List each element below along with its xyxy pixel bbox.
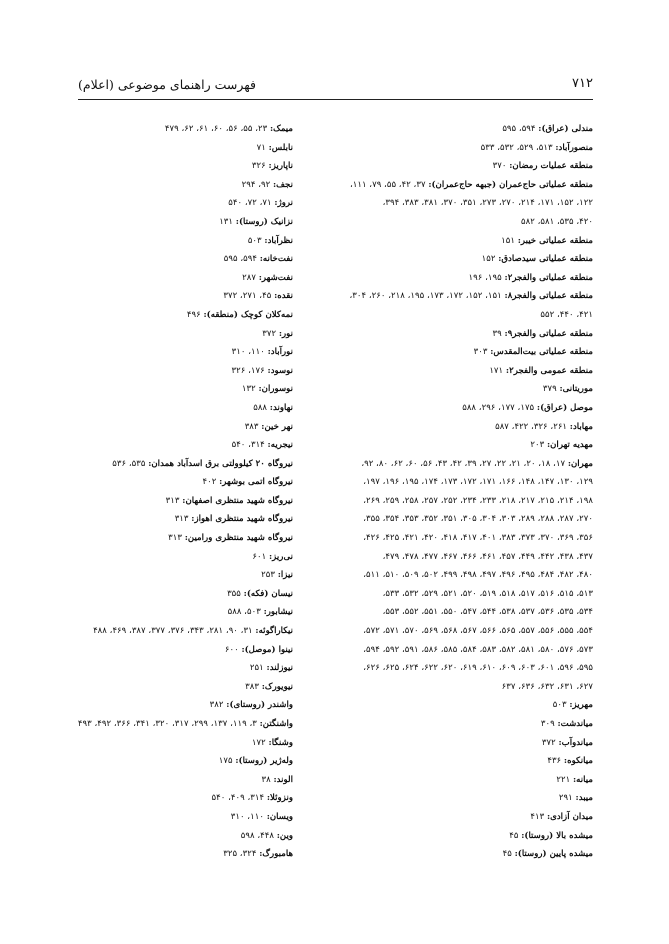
entry-headword: نقده: bbox=[274, 291, 293, 302]
entry-pages: ۴۵، ۲۷۱، ۳۷۲ bbox=[223, 291, 275, 302]
entry-headword: نیشابور: bbox=[263, 607, 293, 618]
entry-pages: ۴۵ bbox=[502, 849, 515, 860]
index-entry bbox=[8, 585, 293, 604]
entry-pages: ۳۵۵ bbox=[227, 588, 244, 599]
entry-pages: ۵۰۳ bbox=[247, 235, 265, 246]
index-entry bbox=[313, 362, 593, 381]
index-entry bbox=[313, 418, 593, 437]
entry-pages: ۵۹۴، ۵۹۵ bbox=[223, 254, 260, 265]
entry-pages: ۳۱۳ bbox=[165, 495, 183, 506]
entry-headword: مندلی (عراق): bbox=[538, 124, 593, 134]
entry-headword: مهدیه تهران: bbox=[546, 440, 593, 451]
page-number: ۷۱۲ bbox=[572, 76, 593, 91]
index-entry bbox=[313, 399, 593, 418]
index-entry bbox=[8, 734, 293, 753]
index-entry bbox=[8, 306, 293, 325]
index-entry bbox=[8, 808, 293, 827]
entry-pages: ۵۰۳، ۵۸۸ bbox=[227, 607, 264, 618]
entry-headword: ویسان: bbox=[266, 811, 293, 822]
index-entry bbox=[8, 827, 293, 846]
running-title: فهرست راهنمای موضوعی (اعلام) bbox=[78, 77, 256, 92]
index-entry bbox=[8, 343, 293, 362]
index-entry bbox=[8, 566, 293, 585]
entry-headword: منطقه عمومی والفجر۲: bbox=[505, 365, 593, 376]
index-entry bbox=[313, 436, 593, 455]
index-entry bbox=[8, 473, 293, 492]
entry-pages: ۵۹۴، ۵۹۵ bbox=[502, 124, 539, 134]
index-entry bbox=[8, 455, 293, 474]
index-entry bbox=[313, 176, 593, 232]
entry-pages: ۵۳۵، ۵۳۶ bbox=[112, 458, 149, 469]
entry-headword: میانکوه: bbox=[563, 756, 593, 767]
entry-headword: منصورآباد: bbox=[555, 142, 593, 153]
entry-pages: ۶۰۱ bbox=[252, 551, 269, 562]
index-entry bbox=[313, 157, 593, 176]
index-entry bbox=[8, 696, 293, 715]
entry-headword: نیکاراگوئه: bbox=[255, 626, 293, 637]
entry-pages: ۱۳۲ bbox=[241, 384, 259, 395]
entry-pages: ۲۳، ۵۵، ۵۶، ۶۰، ۶۱، ۶۲، ۴۷۹ bbox=[164, 124, 270, 134]
index-entry bbox=[8, 380, 293, 399]
index-entry bbox=[313, 232, 593, 251]
entry-pages: ۳۰۳ bbox=[473, 347, 491, 358]
entry-headword: واشندر (روستای): bbox=[226, 700, 293, 711]
index-entry bbox=[8, 715, 293, 734]
entry-pages: ۱۵۱، ۱۵۲، ۱۷۲، ۱۷۳، ۱۹۵، ۲۱۸، ۲۶۰، ۳۰۴، ۴۲۱، ۴۴۰، ۵۵۲ bbox=[349, 291, 593, 320]
index-entry bbox=[8, 771, 293, 790]
index-entry bbox=[313, 380, 593, 399]
entry-headword: نروژ: bbox=[274, 198, 293, 209]
page-header bbox=[78, 75, 593, 100]
entry-headword: نابلس: bbox=[268, 142, 293, 153]
entry-pages: ۳۱۴، ۵۴۰ bbox=[231, 440, 268, 451]
entry-pages: ۹۲، ۲۹۴ bbox=[241, 179, 273, 190]
entry-pages: ۴۵ bbox=[509, 830, 522, 841]
entry-pages: ۲۹۱ bbox=[558, 793, 576, 804]
entry-headword: نمه‌کلان کوچک (منطقه): bbox=[203, 309, 293, 320]
entry-pages: ۳۰۹ bbox=[540, 719, 558, 729]
index-entry bbox=[8, 678, 293, 697]
index-entry bbox=[8, 194, 293, 213]
entry-headword: نیروگاه شهید منتظری اصفهان: bbox=[182, 495, 293, 506]
index-column-left bbox=[8, 120, 293, 864]
index-entry bbox=[313, 827, 593, 846]
index-entry bbox=[313, 696, 593, 715]
index-entry bbox=[313, 845, 593, 864]
index-entry bbox=[8, 641, 293, 660]
entry-headword: ناپاریز: bbox=[268, 161, 293, 172]
index-entry bbox=[313, 455, 593, 697]
entry-headword: مهاباد: bbox=[569, 421, 593, 432]
entry-pages: ۴۳۶ bbox=[547, 756, 564, 767]
entry-headword: نیسان (فکه): bbox=[243, 588, 293, 599]
entry-headword: نیروگاه شهید منتظری ورامین: bbox=[184, 533, 293, 544]
entry-pages: ۲۲۱ bbox=[556, 774, 573, 785]
entry-pages: ۴۴۸، ۵۹۸ bbox=[240, 830, 277, 841]
index-entry bbox=[8, 548, 293, 567]
entry-headword: منطقه عملیات رمضان: bbox=[509, 161, 593, 172]
index-entry bbox=[8, 752, 293, 771]
index-entry bbox=[8, 436, 293, 455]
entry-pages: ۱۷۵ bbox=[218, 756, 236, 767]
entry-pages: ۷۱ bbox=[256, 142, 269, 153]
entry-pages: ۳۲۴، ۳۲۵ bbox=[223, 849, 260, 860]
index-entry bbox=[313, 715, 593, 734]
entry-headword: مهران: bbox=[567, 458, 593, 469]
index-entry bbox=[8, 789, 293, 808]
entry-headword: نور: bbox=[278, 328, 293, 339]
entry-pages: ۳، ۱۱۹، ۱۳۷، ۲۹۹، ۳۱۷، ۳۲۰، ۳۴۱، ۳۶۶، ۴۹۲، ۴۹۳ bbox=[77, 719, 260, 729]
entry-pages: ۳۱۳ bbox=[168, 533, 185, 544]
entry-pages: ۵۱۳، ۵۲۹، ۵۳۲، ۵۳۳ bbox=[480, 142, 556, 153]
entry-pages: ۷۱، ۷۲، ۵۴۰ bbox=[228, 198, 275, 209]
entry-headword: نزانیک (روستا): bbox=[235, 216, 293, 227]
index-entry bbox=[8, 232, 293, 251]
index-entry bbox=[8, 213, 293, 232]
entry-headword: میانه: bbox=[573, 774, 593, 785]
entry-headword: وین: bbox=[276, 830, 293, 841]
entry-headword: نیجریه: bbox=[267, 440, 293, 451]
index-entry bbox=[313, 734, 593, 753]
entry-pages: ۳۱۳ bbox=[174, 514, 192, 525]
index-entry bbox=[313, 287, 593, 324]
entry-headword: وشنگا: bbox=[268, 737, 293, 748]
index-entry bbox=[8, 418, 293, 437]
entry-pages: ۱۷۶، ۳۲۶ bbox=[231, 365, 268, 376]
entry-headword: نی‌ریز: bbox=[268, 551, 293, 562]
entry-headword: منطقه عملیاتی حاج‌عمران (جبهه حاج‌عمران): bbox=[428, 179, 593, 190]
entry-pages: ۴۹۶ bbox=[186, 309, 204, 320]
entry-pages: ۲۵۳ bbox=[261, 570, 278, 581]
index-entry bbox=[8, 176, 293, 195]
entry-pages: ۱۱۰، ۳۱۰ bbox=[231, 347, 268, 358]
entry-pages: ۲۶۱، ۳۲۶، ۴۲۲، ۵۸۷ bbox=[495, 421, 570, 432]
index-entry bbox=[8, 399, 293, 418]
index-entry bbox=[8, 120, 293, 139]
entry-pages: ۱۷۲ bbox=[251, 737, 269, 748]
entry-pages: ۳۷، ۴۲، ۵۵، ۷۹، ۱۱۱، ۱۲۲، ۱۵۲، ۱۷۱، ۲۱۴، ۲۷۰، ۲۷۳، ۳۵۱، ۳۷۰، ۳۸۱، ۳۸۳، ۳۹۴، ۴۲۰، ۵۳۵، ۵۸۱، ۵۸۲ bbox=[349, 179, 593, 227]
entry-headword: منطقه عملیاتی والفجر۸: bbox=[504, 291, 593, 302]
entry-headword: نوسود: bbox=[267, 365, 293, 376]
entry-pages: ۵۸۸ bbox=[253, 402, 270, 413]
index-entry bbox=[313, 789, 593, 808]
index-entry bbox=[8, 622, 293, 641]
entry-pages: ۳۹ bbox=[492, 328, 505, 339]
index-entry bbox=[313, 269, 593, 288]
entry-headword: میشده پایین (روستا): bbox=[514, 849, 593, 860]
entry-headword: وله‌ژیر (روستا): bbox=[235, 756, 293, 767]
index-entry bbox=[8, 250, 293, 269]
entry-pages: ۳۸۳ bbox=[244, 421, 262, 432]
entry-pages: ۳۸ bbox=[261, 774, 274, 785]
entry-headword: منطقه عملیاتی والفجر۲: bbox=[504, 272, 593, 283]
entry-headword: نیویورک: bbox=[261, 681, 293, 692]
entry-headword: نیوزلند: bbox=[266, 663, 293, 674]
entry-pages: ۳۲۶ bbox=[251, 161, 269, 172]
index-entry bbox=[313, 771, 593, 790]
index-entry bbox=[313, 250, 593, 269]
entry-pages: ۱۳۱ bbox=[219, 216, 236, 227]
entry-pages: ۳۸۳ bbox=[245, 681, 262, 692]
entry-headword: نورآباد: bbox=[267, 347, 293, 358]
index-entry bbox=[8, 362, 293, 381]
index-entry bbox=[313, 752, 593, 771]
entry-headword: موصل (عراق): bbox=[536, 402, 593, 413]
entry-headword: نهر خین: bbox=[261, 421, 293, 432]
index-entry bbox=[313, 139, 593, 158]
entry-headword: منطقه عملیاتی والفجر۹: bbox=[504, 328, 593, 339]
entry-headword: الوند: bbox=[273, 774, 293, 785]
entry-headword: نهاوند: bbox=[269, 402, 293, 413]
index-entry bbox=[8, 269, 293, 288]
index-entry bbox=[8, 287, 293, 306]
entry-headword: میشده بالا (روستا): bbox=[521, 830, 593, 841]
entry-headword: نظرآباد: bbox=[264, 235, 293, 246]
entry-headword: نیزا: bbox=[277, 570, 293, 581]
index-entry bbox=[8, 157, 293, 176]
index-entry bbox=[313, 120, 593, 139]
entry-pages: ۲۰۳ bbox=[530, 440, 547, 451]
entry-pages: ۱۱۰، ۳۱۰ bbox=[230, 811, 267, 822]
entry-headword: میاندشت: bbox=[557, 719, 593, 729]
index-entry bbox=[313, 343, 593, 362]
entry-headword: منطقه عملیاتی سیدصادق: bbox=[498, 254, 593, 265]
entry-headword: نجف: bbox=[272, 179, 293, 190]
entry-headword: نیروگاه اتمی بوشهر: bbox=[219, 477, 293, 488]
entry-pages: ۶۰۰ bbox=[224, 644, 242, 655]
index-entry bbox=[8, 845, 293, 864]
index-entry bbox=[8, 325, 293, 344]
entry-headword: منطقه عملیاتی بیت‌المقدس: bbox=[490, 347, 593, 358]
index-entry bbox=[8, 603, 293, 622]
entry-pages: ۱۵۲ bbox=[481, 254, 499, 265]
entry-pages: ۴۱۳ bbox=[530, 811, 547, 822]
entry-pages: ۳۱۴، ۴۰۹، ۵۴۰ bbox=[211, 793, 267, 804]
index-entry bbox=[8, 492, 293, 511]
index-entry bbox=[8, 529, 293, 548]
entry-pages: ۱۵۱ bbox=[501, 235, 518, 246]
entry-pages: ۳۷۲ bbox=[541, 737, 559, 748]
entry-pages: ۱۷۵، ۱۷۷، ۲۹۶، ۵۸۸ bbox=[462, 402, 537, 413]
entry-headword: موریتانی: bbox=[559, 384, 593, 395]
entry-headword: نیروگاه ۲۰ کیلوولتی برق اسدآباد همدان: bbox=[148, 458, 293, 469]
entry-headword: ونزوئلا: bbox=[266, 793, 293, 804]
entry-pages: ۳۱، ۹۰، ۲۸۱، ۳۴۳، ۳۷۶، ۳۷۷، ۳۸۷، ۴۶۹، ۴۸۸ bbox=[93, 626, 256, 637]
entry-headword: هامبورگ: bbox=[259, 849, 293, 860]
entry-pages: ۱۷، ۱۸، ۲۰، ۲۱، ۲۲، ۲۷، ۳۹، ۴۲، ۴۳، ۵۶، ۶۰، ۶۲، ۸۰، ۹۲، ۱۲۹، ۱۳۰، ۱۴۷، ۱۴۸، ۱۶۶، ۱۷۱، ۱۷۲، ۱۷۳، ۱۷۴، ۱۹۵، ۱۹۶، ۱۹۷، ۱۹۸، ۲۱۴، ۲۱۵، ۲۱۷، ۲۱۸، ۲۳۳، ۲۳۴، ۲۵۲، ۲۵۷، ۲۵۸، ۲۵۹، ۲۶۹، ۲۷۰، ۲۸۷، ۲۸۸، ۲۸۹، ۳۰۳، ۳۰۴، ۳۰۵، ۳۵۱، ۳۵۲، ۳۵۳، ۳۵۴، ۳۵۵، ۳۵۶، ۳۶۹، ۳۷۰، ۳۷۳، ۳۸۳، ۴۰۱، ۴۱۷، ۴۱۸، ۴۲۰، ۴۲۱، ۴۲۵، ۴۲۶، ۴۳۷، ۴۳۸، ۴۴۲، ۴۴۹، ۴۵۷، ۴۶۱، ۴۶۶، ۴۶۷، ۴۷۷، ۴۷۸، ۴۷۹، ۴۸۰، ۴۸۲، ۴۸۴، ۴۹۵، ۴۹۶، ۴۹۷، ۴۹۸، ۴۹۹، ۵۰۲، ۵۰۹، ۵۱۰، ۵۱۱، ۵۱۳، ۵۱۵، ۵۱۶، ۵۱۷، ۵۱۸، ۵۱۹، ۵۲۰، ۵۲۱، ۵۲۹، ۵۳۲، ۵۳۳، ۵۳۴، ۵۳۵، ۵۳۶، ۵۳۷، ۵۳۸، ۵۴۴، ۵۴۷، ۵۵۰، ۵۵۱، ۵۵۲، ۵۵۳، ۵۵۴، ۵۵۵، ۵۵۶، ۵۵۷، ۵۶۵، ۵۶۶، ۵۶۷، ۵۶۸، ۵۶۹، ۵۷۰، ۵۷۱، ۵۷۲، ۵۷۳، ۵۷۶، ۵۸۰، ۵۸۱، ۵۸۲، ۵۸۳، ۵۸۴، ۵۸۵، ۵۸۶، ۵۹۱، ۵۹۲، ۵۹۴، ۵۹۵، ۵۹۶، ۶۰۱، ۶۰۳، ۶۰۹، ۶۱۰، ۶۱۹، ۶۲۰، ۶۲۲، ۶۲۴، ۶۲۵، ۶۲۶، ۶۲۷، ۶۳۱، ۶۳۲، ۶۳۶، ۶۳۷ bbox=[361, 458, 593, 692]
entry-headword: میدان آزادی: bbox=[546, 811, 593, 822]
index-entry bbox=[8, 510, 293, 529]
index-entry bbox=[8, 139, 293, 158]
entry-pages: ۴۰۲ bbox=[202, 477, 220, 488]
entry-pages: ۳۷۲ bbox=[262, 328, 279, 339]
entry-pages: ۳۷۹ bbox=[542, 384, 560, 395]
entry-headword: میمک: bbox=[269, 124, 293, 134]
entry-pages: ۲۸۷ bbox=[242, 272, 259, 283]
entry-headword: نفت‌خانه: bbox=[259, 254, 293, 265]
entry-pages: ۳۷۰ bbox=[492, 161, 510, 172]
entry-headword: نوسوران: bbox=[258, 384, 293, 395]
index-entry bbox=[313, 808, 593, 827]
entry-headword: میبد: bbox=[575, 793, 593, 804]
entry-headword: منطقه عملیاتی خیبر: bbox=[517, 235, 593, 246]
entry-pages: ۳۸۲ bbox=[209, 700, 227, 711]
entry-headword: میاندوآب: bbox=[558, 737, 593, 748]
entry-headword: نیروگاه شهید منتظری اهواز: bbox=[191, 514, 293, 525]
entry-pages: ۲۵۱ bbox=[249, 663, 267, 674]
entry-pages: ۵۰۳ bbox=[552, 700, 570, 711]
entry-headword: واشنگتن: bbox=[259, 719, 293, 729]
index-entry bbox=[313, 325, 593, 344]
entry-pages: ۱۷۱ bbox=[489, 365, 506, 376]
index-entry bbox=[8, 659, 293, 678]
entry-pages: ۱۹۵، ۱۹۶ bbox=[468, 272, 505, 283]
entry-headword: نینوا (موصل): bbox=[241, 644, 293, 655]
entry-headword: نفت‌شهر: bbox=[258, 272, 293, 283]
entry-headword: مهریز: bbox=[569, 700, 593, 711]
index-column-right bbox=[313, 120, 593, 864]
